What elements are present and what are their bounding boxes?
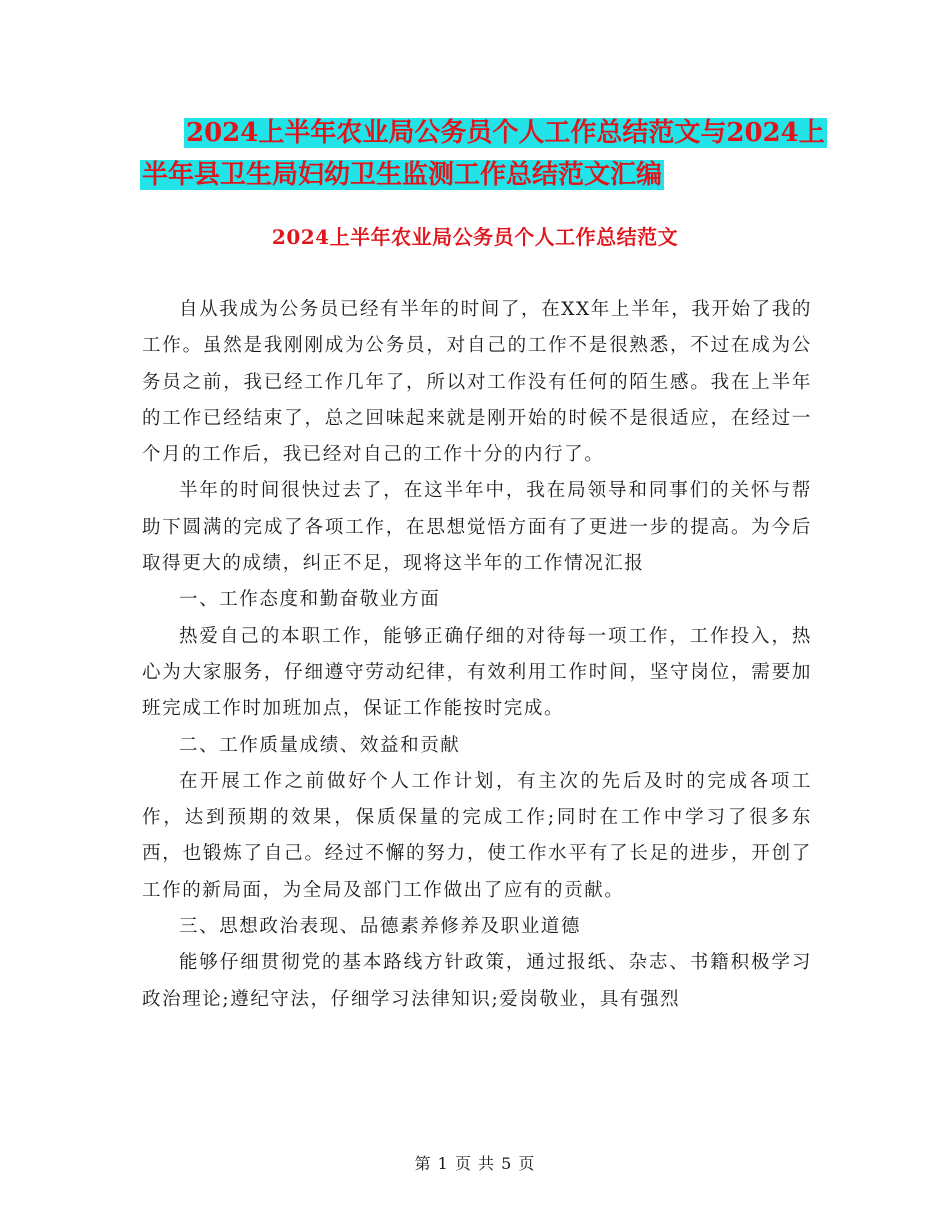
document-title bbox=[140, 112, 825, 196]
paragraph-work-attitude: 热爱自己的本职工作，能够正确仔细的对待每一项工作，工作投入，热心为大家服务，仔细遵守劳动纪律，有效利用工作时间，坚守岗位，需要加班完成工作时加班加点，保证工作能按时完成。 bbox=[142, 625, 812, 720]
document-body bbox=[142, 292, 812, 1018]
page-number-label: 第 1 页 共 5 页 bbox=[414, 1154, 536, 1173]
paragraph-intro: 自从我成为公务员已经有半年的时间了，在XX年上半年，我开始了我的工作。虽然是我刚刚成为公务员，对自己的工作不是很熟悉，不过在成为公务员之前，我已经工作几年了，所以对工作没有任何的陌生感。我在上半年的工作已经结束了，总之回味起来就是刚开始的时候不是很适应，在经过一个月的工作后，我已经对自己的工作十分的内行了。 bbox=[142, 299, 812, 466]
document-title-line-2: 半年县卫生局妇幼卫生监测工作总结范文汇编 bbox=[142, 160, 663, 190]
heading-work-attitude: 一、工作态度和勤奋敬业方面 bbox=[179, 589, 441, 611]
paragraph-summary: 半年的时间很快过去了，在这半年中，我在局领导和同事们的关怀与帮助下圆满的完成了各项工作，在思想觉悟方面有了更进一步的提高。为今后取得更大的成绩，纠正不足，现将这半年的工作情况汇报 bbox=[142, 480, 812, 575]
paragraph-work-quality: 在开展工作之前做好个人工作计划，有主次的先后及时的完成各项工作，达到预期的效果，保质保量的完成工作;同时在工作中学习了很多东西，也锻炼了自己。经过不懈的努力，使工作水平有了长足的进步，开创了工作的新局面，为全局及部门工作做出了应有的贡献。 bbox=[142, 770, 812, 901]
section-title: 2024上半年农业局公务员个人工作总结范文 bbox=[271, 225, 679, 249]
document-title-line-1: 2024上半年农业局公务员个人工作总结范文与2024上 bbox=[186, 118, 825, 148]
heading-political-ethics: 三、思想政治表现、品德素养修养及职业道德 bbox=[179, 916, 582, 938]
paragraph-political-ethics: 能够仔细贯彻党的基本路线方针政策，通过报纸、杂志、书籍积极学习政治理论;遵纪守法，仔细学习法律知识;爱岗敬业，具有强烈 bbox=[142, 952, 812, 1010]
heading-work-quality: 二、工作质量成绩、效益和贡献 bbox=[179, 734, 461, 756]
page-footer bbox=[0, 1152, 950, 1176]
